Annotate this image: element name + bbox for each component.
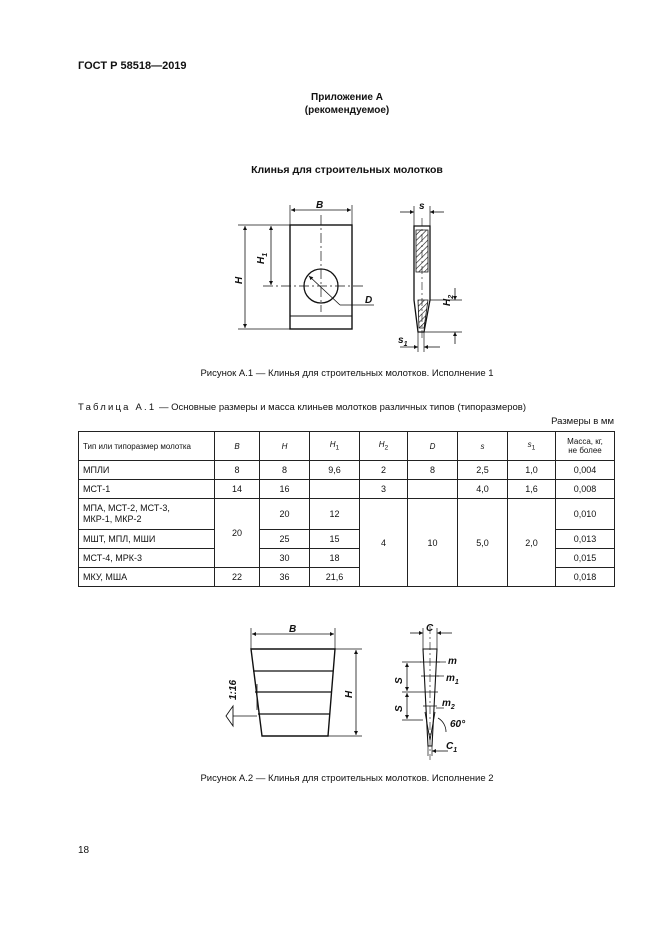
table-title <box>78 402 526 413</box>
merged-B: 20 <box>215 499 260 568</box>
label-C: C <box>426 623 434 634</box>
table-row: МПЛИ 8 8 9,6 2 8 2,5 1,0 0,004 <box>79 461 615 480</box>
table-header-row <box>79 432 615 461</box>
col-H: H <box>260 432 310 461</box>
col-D: D <box>408 432 458 461</box>
dimensions-table <box>78 431 615 587</box>
figure-a2-drawing <box>0 600 661 770</box>
standard-number: ГОСТ Р 58518—2019 <box>78 60 187 72</box>
table-title-prefix: Таблица А.1 <box>78 402 157 413</box>
label-s: s <box>419 201 425 212</box>
table-units: Размеры в мм <box>551 416 614 427</box>
label-B2: B <box>289 624 297 635</box>
figure-a1-caption: Рисунок А.1 — Клинья для строительных молотков. Исполнение 1 <box>200 368 494 379</box>
label-S2: S <box>394 705 405 712</box>
appendix-subtitle: (рекомендуемое) <box>304 105 390 116</box>
merged-D: 10 <box>408 499 458 587</box>
col-mass: Масса, кг, не более <box>556 432 615 461</box>
merged-s: 5,0 <box>458 499 508 587</box>
section-title: Клинья для строительных молотков <box>251 164 443 176</box>
col-s: s <box>458 432 508 461</box>
col-H1: $H_1$ <box>310 432 360 461</box>
label-m2: $m_2$ <box>442 698 455 711</box>
table-row: МКУ, МША 22 36 21,6 0,018 <box>79 568 615 587</box>
figure-a2-caption: Рисунок А.2 — Клинья для строительных молотков. Исполнение 2 <box>200 773 494 784</box>
table-row: МСТ-4, МРК-3 30 18 0,015 <box>79 549 615 568</box>
label-m1: $m_1$ <box>446 673 459 686</box>
table-row: МШТ, МПЛ, МШИ 25 15 0,013 <box>79 530 615 549</box>
table-title-rest: — Основные размеры и масса клиньев молотков различных типов (типоразмеров) <box>156 402 527 413</box>
table-row: МПА, МСТ-2, МСТ-3, МКР-1, МКР-2 20 20 12 4 10 5,0 2,0 0,010 <box>79 499 615 530</box>
label-D: D <box>365 295 373 306</box>
col-type: Тип или типоразмер молотка <box>79 432 215 461</box>
label-angle: 60° <box>450 719 466 730</box>
label-H: H <box>234 276 245 284</box>
label-S1: S <box>394 677 405 684</box>
appendix-title: Приложение А <box>311 92 383 103</box>
col-B: B <box>215 432 260 461</box>
label-H2-fig: H <box>344 690 355 698</box>
col-s1: $s_1$ <box>508 432 556 461</box>
label-B: B <box>316 200 324 211</box>
merged-s1: 2,0 <box>508 499 556 587</box>
page-number: 18 <box>78 845 90 856</box>
label-m: m <box>448 656 457 667</box>
table-row: МСТ-1 14 16 3 4,0 1,6 0,008 <box>79 480 615 499</box>
label-taper: 1:16 <box>228 679 239 700</box>
label-H1: $H_1$ <box>256 252 269 264</box>
label-s1: $s_1$ <box>398 335 408 348</box>
label-H2: $H_2$ <box>442 294 455 306</box>
merged-H2: 4 <box>360 499 408 587</box>
label-C1: $C_1$ <box>446 741 458 754</box>
col-H2: $H_2$ <box>360 432 408 461</box>
